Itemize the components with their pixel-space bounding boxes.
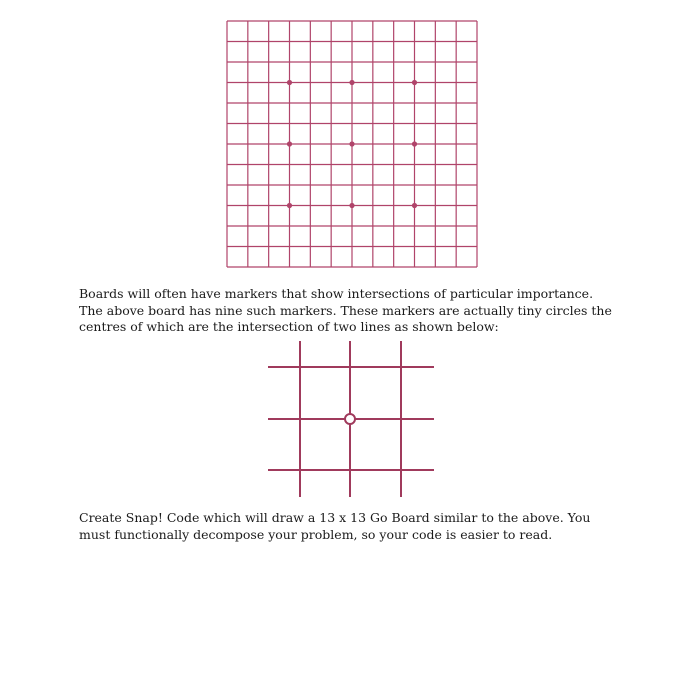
board-marker-dot <box>287 80 292 85</box>
closeup-marker-circle <box>345 414 355 424</box>
board-marker-dot <box>412 203 417 208</box>
go-board-figure <box>224 18 480 270</box>
board-markers-description: Boards will often have markers that show intersections of particular importance. The above board has nine such markers. These markers are actually tiny circles the centres of which are the intersection of two lines as shown below: <box>79 286 612 334</box>
board-marker-dot <box>287 141 292 146</box>
marker-closeup-figure <box>268 339 436 499</box>
go-board-grid <box>224 18 480 270</box>
board-marker-dot <box>287 203 292 208</box>
marker-closeup-grid <box>268 339 436 499</box>
board-marker-dot <box>349 203 354 208</box>
board-marker-dot <box>412 141 417 146</box>
board-marker-dot <box>349 80 354 85</box>
board-marker-dot <box>349 141 354 146</box>
board-marker-dot <box>412 80 417 85</box>
task-instructions: Create Snap! Code which will draw a 13 x 13 Go Board similar to the above. You must functionally decompose your problem, so your code is easier to read. <box>79 510 591 542</box>
